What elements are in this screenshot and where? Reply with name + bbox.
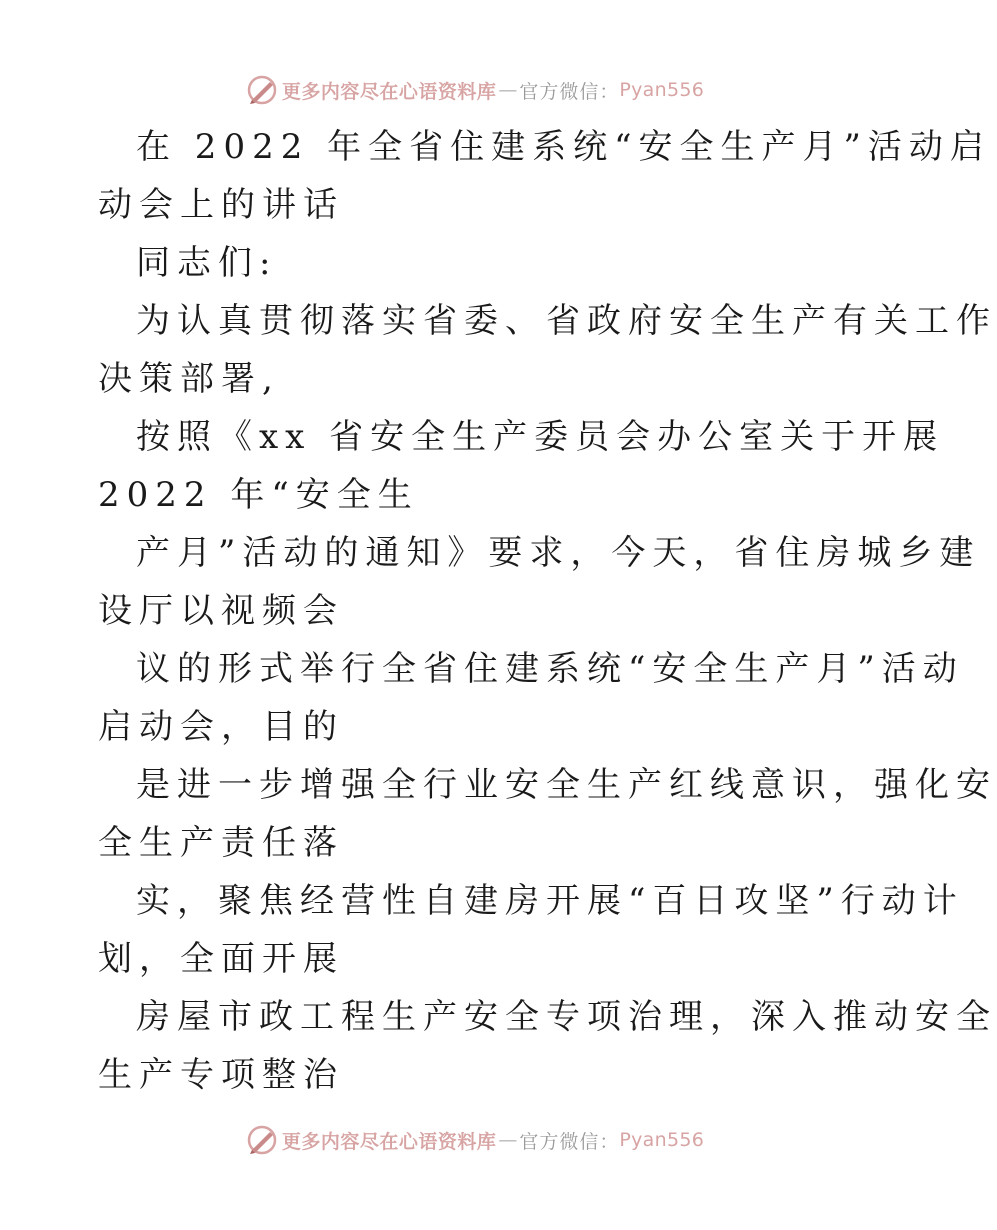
banner-separator: — — [498, 79, 518, 101]
paragraph-line: 2022 年“安全生 — [98, 475, 419, 515]
paragraph-line: 是进一步增强全行业安全生产红线意识，强化安 — [136, 765, 997, 805]
banner-promo-text: 更多内容尽在心语资料库 — [281, 80, 497, 103]
paragraph-line: 决策部署, — [98, 359, 280, 399]
document-title-line-1: 在 2022 年全省住建系统“安全生产月”活动启 — [136, 127, 991, 167]
banner-separator: — — [498, 1129, 518, 1151]
paragraph-line: 实，聚焦经营性自建房开展“百日攻坚”行动计 — [136, 881, 964, 921]
document-title-line-2: 动会上的讲话 — [98, 185, 344, 225]
paragraph-line: 全生产责任落 — [98, 823, 344, 863]
footer-watermark-banner — [0, 1120, 950, 1160]
banner-wechat-label: 官方微信： — [519, 1130, 620, 1153]
paragraph-line: 设厅以视频会 — [98, 591, 344, 631]
paragraph-line: 按照《xx 省安全生产委员会办公室关于开展 — [136, 417, 945, 457]
paragraph-line: 启动会，目的 — [98, 707, 344, 747]
banner-promo-text: 更多内容尽在心语资料库 — [281, 1130, 497, 1153]
banner-wechat-label: 官方微信： — [519, 80, 620, 103]
banner-wechat-handle: Pyan556 — [619, 1129, 705, 1151]
pen-logo-icon — [246, 1124, 278, 1156]
paragraph-line: 房屋市政工程生产安全专项治理，深入推动安全 — [136, 997, 997, 1037]
document-body — [98, 118, 997, 1104]
paragraph-line: 划，全面开展 — [98, 939, 344, 979]
pen-logo-icon — [246, 74, 278, 106]
salutation: 同志们: — [136, 243, 278, 283]
paragraph-line: 生产专项整治 — [98, 1055, 344, 1095]
paragraph-line: 议的形式举行全省住建系统“安全生产月”活动 — [136, 649, 964, 689]
paragraph-line: 产月”活动的通知》要求，今天，省住房城乡建 — [136, 533, 981, 573]
paragraph-line: 为认真贯彻落实省委、省政府安全生产有关工作 — [136, 301, 997, 341]
header-watermark-banner — [0, 70, 950, 110]
banner-wechat-handle: Pyan556 — [619, 79, 705, 101]
